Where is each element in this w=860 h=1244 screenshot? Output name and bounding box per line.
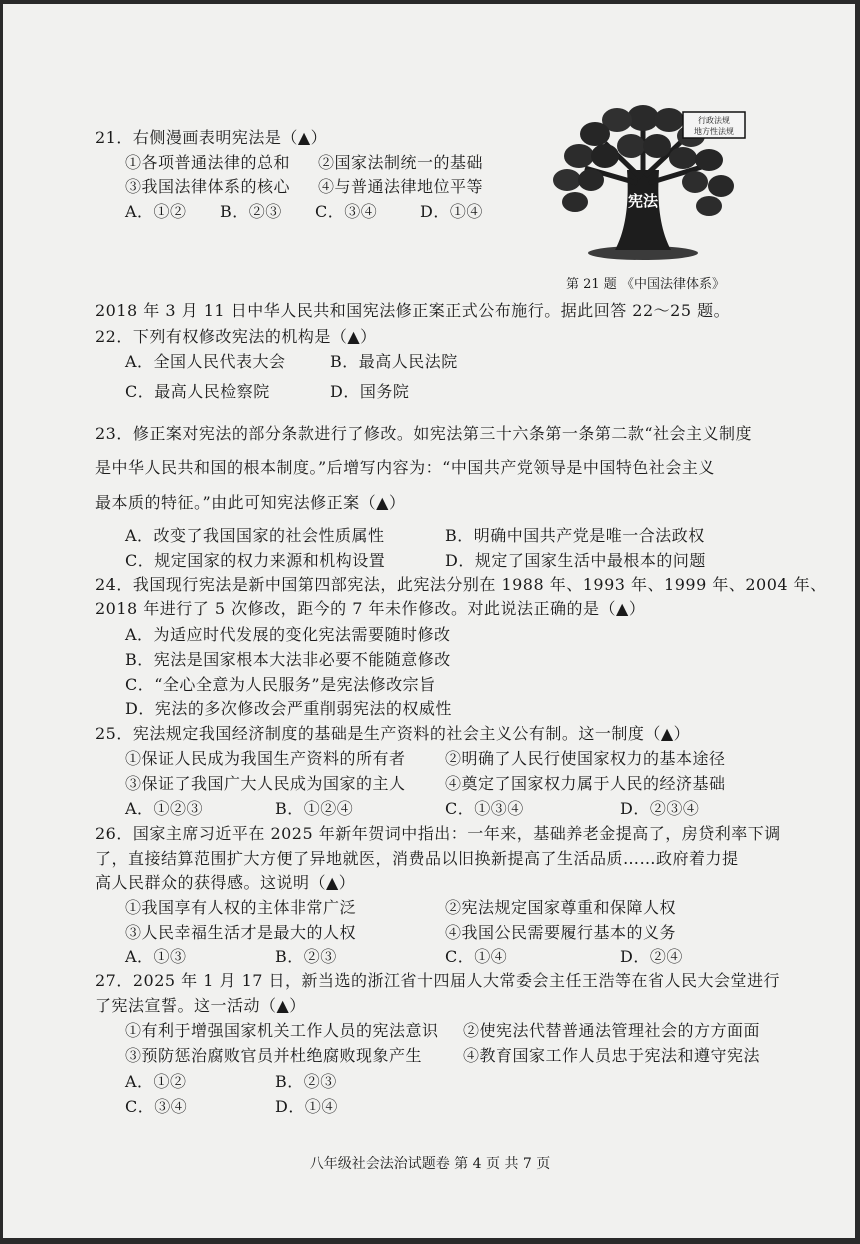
answer-choice: C．③④	[125, 1097, 188, 1116]
question-stem: 25．宪法规定我国经济制度的基础是生产资料的社会主义公有制。这一制度（▲）	[95, 724, 691, 743]
statement-item: ②宪法规定国家尊重和保障人权	[445, 898, 677, 917]
answer-choice: B．②③	[275, 947, 337, 966]
statement-item: ②明确了人民行使国家权力的基本途径	[445, 749, 726, 768]
page-footer: 八年级社会法治试题卷 第 4 页 共 7 页	[309, 1156, 551, 1172]
question-stem-line: 2018 年进行了 5 次修改，距今的 7 年未作修改。对此说法正确的是（▲）	[95, 599, 646, 618]
page-edge-bottom	[0, 1238, 860, 1244]
answer-choice: C．③④	[315, 202, 378, 221]
question-stem-line: 27．2025 年 1 月 17 日，新当选的浙江省十四届人大常委会主任王浩等在省人民大会堂进行	[95, 971, 781, 990]
statement-item: ①有利于增强国家机关工作人员的宪法意识	[125, 1021, 439, 1040]
answer-choice: C．最高人民检察院	[125, 382, 270, 401]
question-stem: 21．右侧漫画表明宪法是（▲）	[95, 128, 328, 147]
statement-item: ④奠定了国家权力属于人民的经济基础	[445, 774, 726, 793]
question-stem-line: 26．国家主席习近平在 2025 年新年贺词中指出：一年来，基础养老金提高了，房贷利率下调	[95, 824, 781, 843]
answer-choice: D．国务院	[330, 382, 410, 401]
answer-choice: D．宪法的多次修改会严重削弱宪法的权威性	[125, 699, 452, 718]
answer-choice: A．①③	[125, 947, 187, 966]
question-stem-line: 24．我国现行宪法是新中国第四部宪法，此宪法分别在 1988 年、1993 年、1999 年、2004 年、	[95, 575, 827, 594]
answer-choice: A．①②	[125, 1072, 187, 1091]
question-stem-line: 高人民群众的获得感。这说明（▲）	[95, 873, 356, 892]
answer-choice: C．规定国家的权力来源和机构设置	[125, 551, 386, 570]
section-intro: 2018 年 3 月 11 日中华人民共和国宪法修正案正式公布施行。据此回答 22～25 题。	[95, 301, 731, 320]
statement-item: ①我国享有人权的主体非常广泛	[125, 898, 357, 917]
answer-choice: A．改变了我国国家的社会性质属性	[125, 526, 385, 545]
statement-item: ②国家法制统一的基础	[318, 153, 484, 172]
question-stem-line: 了宪法宣誓。这一活动（▲）	[95, 996, 306, 1015]
answer-choice: D．②③④	[620, 799, 700, 818]
answer-choice: B．②③	[220, 202, 282, 221]
question-stem-line: 最本质的特征。”由此可知宪法修正案（▲）	[95, 493, 406, 512]
statement-item: ③保证了我国广大人民成为国家的主人	[125, 774, 406, 793]
answer-choice: D．①④	[420, 202, 483, 221]
question-stem-line: 是中华人民共和国的根本制度。”后增写内容为：“中国共产党领导是中国特色社会主义	[95, 458, 715, 477]
answer-choice: C．①④	[445, 947, 508, 966]
statement-item: ③人民幸福生活才是最大的人权	[125, 923, 357, 942]
page-edge-top	[0, 0, 860, 4]
statement-item: ③预防惩治腐败官员并杜绝腐败现象产生	[125, 1046, 423, 1065]
question-stem-line: 23．修正案对宪法的部分条款进行了修改。如宪法第三十六条第一条第二款“社会主义制度	[95, 424, 753, 443]
law-tree-cartoon	[545, 98, 750, 264]
answer-choice: D．规定了国家生活中最根本的问题	[445, 551, 706, 570]
question-stem-line: 了，直接结算范围扩大方便了异地就医，消费品以旧换新提高了生活品质……政府着力提	[95, 849, 739, 868]
statement-item: ①保证人民成为我国生产资料的所有者	[125, 749, 406, 768]
statement-item: ②使宪法代替普通法管理社会的方方面面	[463, 1021, 761, 1040]
answer-choice: A．①②③	[125, 799, 204, 818]
tree-illustration	[545, 98, 750, 264]
answer-choice: D．①④	[275, 1097, 338, 1116]
answer-choice: A．①②	[125, 202, 187, 221]
statement-item: ①各项普通法律的总和	[125, 153, 291, 172]
answer-choice: B．②③	[275, 1072, 337, 1091]
statement-item: ④教育国家工作人员忠于宪法和遵守宪法	[463, 1046, 761, 1065]
cartoon-caption: 第 21 题 《中国法律体系》	[566, 277, 725, 292]
answer-choice: A．为适应时代发展的变化宪法需要随时修改	[125, 625, 451, 644]
question-stem: 22．下列有权修改宪法的机构是（▲）	[95, 327, 377, 346]
trunk-label: 宪法	[627, 192, 659, 210]
answer-choice: B．最高人民法院	[330, 352, 458, 371]
sign-text-bottom: 地方性法规	[694, 127, 734, 136]
answer-choice: C．①③④	[445, 799, 524, 818]
answer-choice: A．全国人民代表大会	[125, 352, 286, 371]
sign-text-top: 行政法规	[698, 116, 730, 125]
answer-choice: B．①②④	[275, 799, 354, 818]
statement-item: ③我国法律体系的核心	[125, 177, 291, 196]
page-edge-left	[0, 0, 3, 1244]
statement-item: ④我国公民需要履行基本的义务	[445, 923, 677, 942]
answer-choice: B．宪法是国家根本大法非必要不能随意修改	[125, 650, 451, 669]
statement-item: ④与普通法律地位平等	[318, 177, 484, 196]
answer-choice: C．“全心全意为人民服务”是宪法修改宗旨	[125, 675, 436, 694]
answer-choice: B．明确中国共产党是唯一合法政权	[445, 526, 705, 545]
answer-choice: D．②④	[620, 947, 683, 966]
page-edge-right	[855, 0, 860, 1244]
